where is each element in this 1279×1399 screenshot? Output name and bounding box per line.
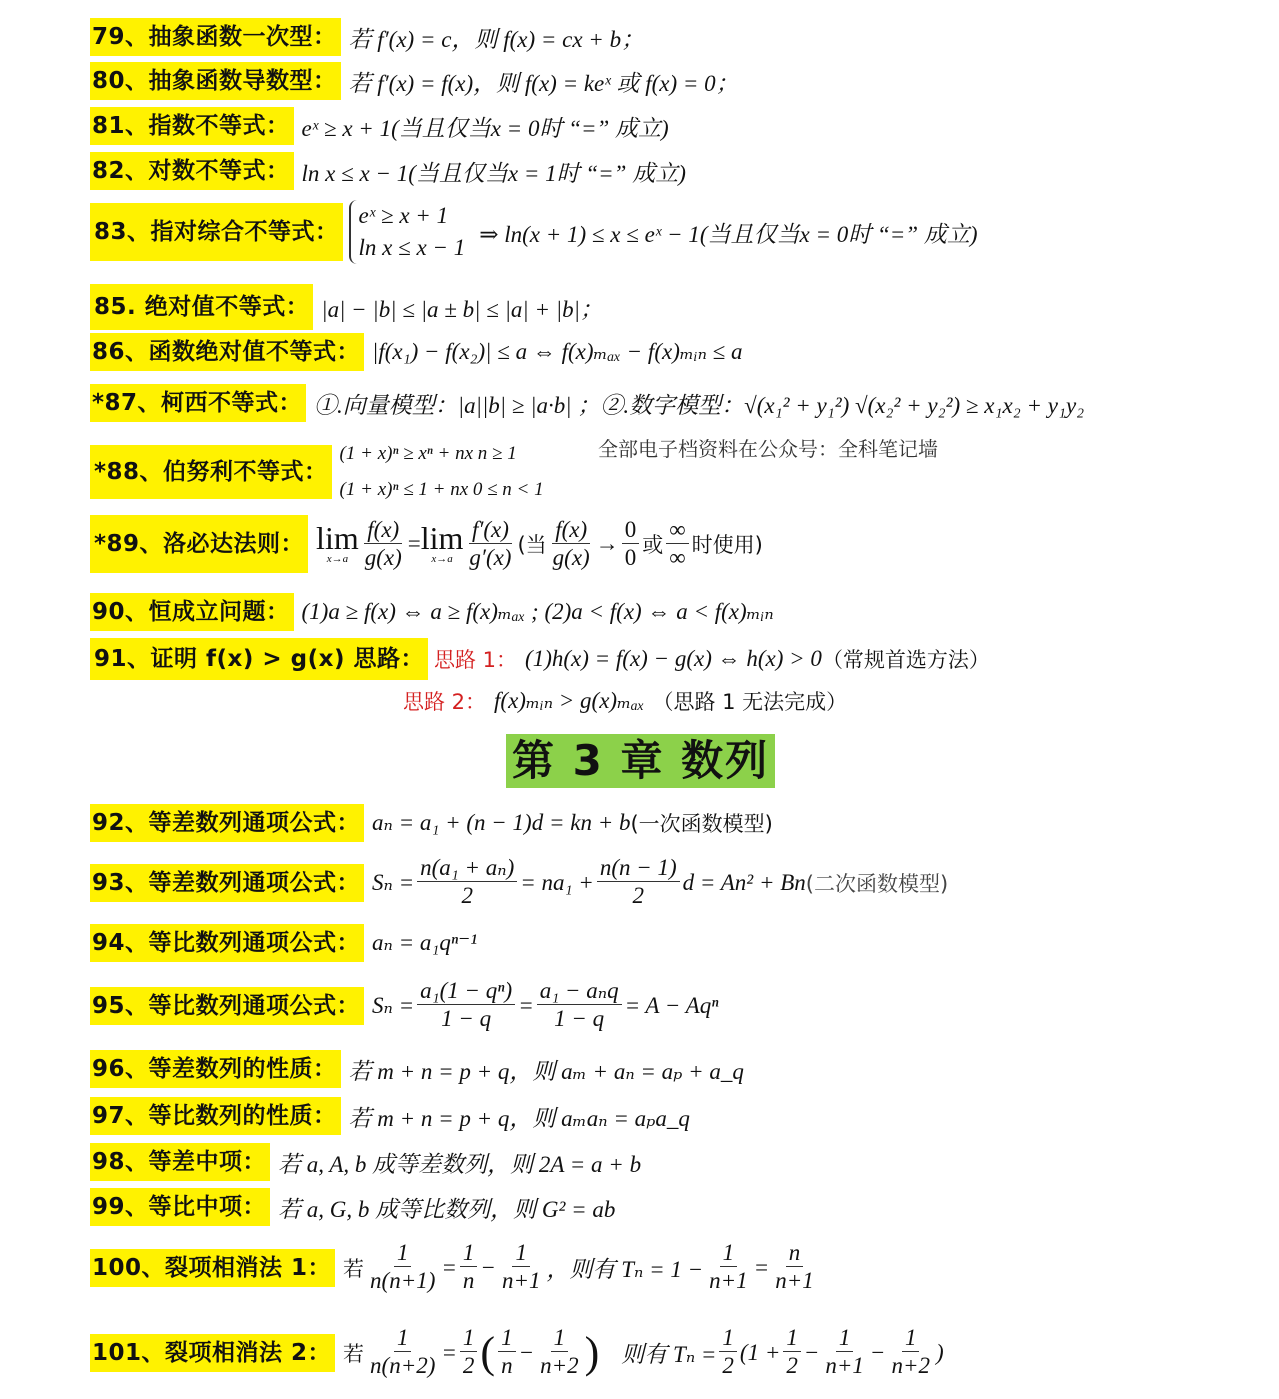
formula: 若 a, G, b 成等比数列，则 G² = ab xyxy=(278,1196,616,1222)
formula: |a| − |b| ≤ |a ± b| ≤ |a| + |b|； xyxy=(321,296,603,322)
item-89 xyxy=(90,515,763,573)
bernoulli-line-1: (1 + x)ⁿ ≥ xⁿ + nx n ≥ 1 xyxy=(339,443,517,464)
lhopital-formula: lim x→a $\frac{f(x)}{g(x)}$ = lim x→a $\frac{f'(x)}{g'(x)}$ (当 $\frac{f(x)}{g(x)}$ → $\frac{0}{0}$ 或 $\frac{\infty}{\infty}$ 时使用) xyxy=(316,516,763,570)
item-label: *87、柯西不等式： xyxy=(90,384,306,422)
item-93 xyxy=(90,855,948,910)
chapter-heading: 第 3 章 数列 xyxy=(506,734,775,788)
formula: ⇒ ln(x + 1) ≤ x ≤ eˣ − 1(当且仅当x = 0时 “=” 成立) xyxy=(479,221,978,247)
item-label: 101、裂项相消法 2： xyxy=(90,1334,335,1372)
fraction: $\frac{0}{0}$ xyxy=(622,517,640,572)
item-97 xyxy=(90,1097,690,1135)
item-87 xyxy=(90,384,1084,422)
formula: aₙ = a₁qⁿ⁻¹ xyxy=(372,930,478,955)
item-91-idea-2 xyxy=(403,686,847,716)
item-85 xyxy=(90,284,603,330)
item-83 xyxy=(90,200,978,264)
idea-2-formula: f(x)ₘᵢₙ > g(x)ₘₐₓ xyxy=(494,688,645,713)
item-label: 92、等差数列通项公式： xyxy=(90,804,364,842)
item-label: 82、对数不等式： xyxy=(90,152,294,190)
item-label: 100、裂项相消法 1： xyxy=(90,1249,335,1287)
item-label: 90、恒成立问题： xyxy=(90,593,294,631)
item-101 xyxy=(90,1325,944,1380)
item-label: 91、证明 f(x) > g(x) 思路： xyxy=(90,638,428,680)
item-label: 96、等差数列的性质： xyxy=(90,1050,341,1088)
item-label: *88、伯努利不等式： xyxy=(90,445,332,499)
fraction: $\frac{f'(x)}{g'(x)}$ xyxy=(469,516,512,570)
item-86 xyxy=(90,333,743,371)
item-98 xyxy=(90,1143,641,1181)
item-label: 81、指数不等式： xyxy=(90,107,294,145)
limit-1: lim x→a xyxy=(316,520,359,565)
formula: 若 m + n = p + q，则 aₘaₙ = aₚa_q xyxy=(348,1105,690,1131)
item-88 xyxy=(90,436,544,508)
item-label: 85. 绝对值不等式： xyxy=(90,284,313,330)
idea-1-formula: (1)h(x) = f(x) − g(x) ⇔ h(x) > 0 xyxy=(525,646,822,671)
item-label: 95、等比数列通项公式： xyxy=(90,987,364,1025)
formula: 若 a, A, b 成等差数列，则 2A = a + b xyxy=(278,1151,642,1177)
idea-2-note: （思路 1 无法完成） xyxy=(652,690,848,714)
formula-note: (一次函数模型) xyxy=(630,812,773,836)
item-label: 83、指对综合不等式： xyxy=(90,203,343,261)
system-line-1: eˣ ≥ x + 1 xyxy=(358,203,449,228)
formula: 若 m + n = p + q，则 aₘ + aₙ = aₚ + a_q xyxy=(348,1058,744,1084)
item-label: *89、洛必达法则： xyxy=(90,515,308,573)
bernoulli-line-2: (1 + x)ⁿ ≤ 1 + nx 0 ≤ n < 1 xyxy=(339,479,544,500)
formula: (1)a ≥ f(x) ⇔ a ≥ f(x)ₘₐₓ ; (2)a < f(x) ⇔ a < f(x)ₘᵢₙ xyxy=(301,599,774,624)
formula: aₙ = a₁ + (n − 1)d = kn + b xyxy=(372,810,631,835)
item-82 xyxy=(90,152,686,190)
system-line-2: ln x ≤ x − 1 xyxy=(358,235,466,260)
item-99 xyxy=(90,1188,615,1226)
formula: ①.向量模型：|a||b| ≥ |a·b| ；②.数字模型：√(x₁² + y₁²) √(x₂² + y₂²) ≥ x₁x₂ + y₁y₂ xyxy=(314,392,1085,418)
item-80 xyxy=(90,62,739,100)
sum-formula: Sₙ = $\frac{\text{a₁(1 − qⁿ)}}{1 - q}$ = $\frac{\text{a₁ − aₙq}}{1 - q}$ = A − Aqⁿ xyxy=(372,978,719,1031)
item-label: 94、等比数列通项公式： xyxy=(90,924,364,962)
item-label: 99、等比中项： xyxy=(90,1188,270,1226)
fraction: $\frac{f(x)}{g(x)}$ xyxy=(364,516,402,570)
formula: ln x ≤ x − 1(当且仅当x = 1时 “=” 成立) xyxy=(301,160,686,186)
fraction: $\frac{f(x)}{g(x)}$ xyxy=(552,516,590,570)
formula: 若 f′(x) = c，则 f(x) = cx + b； xyxy=(348,26,645,52)
item-label: 80、抽象函数导数型： xyxy=(90,62,341,100)
bernoulli-lines xyxy=(340,436,544,508)
item-95 xyxy=(90,978,718,1033)
idea-1-note: （常规首选方法） xyxy=(821,648,990,672)
item-94 xyxy=(90,924,477,962)
sum-formula: Sₙ = $\frac{\text{n(a₁ + aₙ)}}{2}$ = na₁ + $\frac{n(n - 1)}{2}$ d = An² + Bn (二次函数模型) xyxy=(372,855,949,908)
item-label: 97、等比数列的性质： xyxy=(90,1097,341,1135)
limit-2: lim x→a xyxy=(420,520,464,565)
formula: 若 f′(x) = f(x)，则 f(x) = keˣ 或 f(x) = 0； xyxy=(348,70,739,96)
inequality-system xyxy=(349,200,466,264)
item-92 xyxy=(90,804,773,842)
item-79 xyxy=(90,18,644,56)
item-91 xyxy=(90,638,990,680)
item-label: 93、等差数列通项公式： xyxy=(90,864,364,902)
formula: eˣ ≥ x + 1(当且仅当x = 0时 “=” 成立) xyxy=(301,115,669,141)
item-label: 86、函数绝对值不等式： xyxy=(90,333,364,371)
formula: |f(x₁) − f(x₂)| ≤ a ⇔ f(x)ₘₐₓ − f(x)ₘᵢₙ ≤ a xyxy=(372,339,743,364)
item-100 xyxy=(90,1240,820,1295)
idea-1-label: 思路 1： xyxy=(434,648,518,672)
telescoping-formula-2: 若 $\frac{1}{n(n+2)}$ = $\frac{1}{2}$ ( $\frac{1}{n}$ − $\frac{1}{n+2}$ ) 则有 Tₙ = $\frac{1}{2}$ (1 + $\frac{1}{2}$ − $\frac{1}{n+1}$ − $\frac{1}{n+2}$ ) xyxy=(343,1325,944,1378)
item-96 xyxy=(90,1050,744,1088)
item-81 xyxy=(90,107,669,145)
item-label: 79、抽象函数一次型： xyxy=(90,18,341,56)
watermark-note: 全部电子档资料在公众号：全科笔记墙 xyxy=(598,437,938,461)
telescoping-formula-1: 若 $\frac{1}{n(n+1)}$ = $\frac{1}{n}$ − $\frac{1}{n+1}$ ，则有 Tₙ = 1 − $\frac{1}{n+1}$ = $\frac{n}{n+1}$ xyxy=(343,1240,814,1293)
fraction: $\frac{\infty}{\infty}$ xyxy=(666,517,688,572)
idea-2-label: 思路 2： xyxy=(403,690,487,714)
item-90 xyxy=(90,593,774,631)
item-label: 98、等差中项： xyxy=(90,1143,270,1181)
